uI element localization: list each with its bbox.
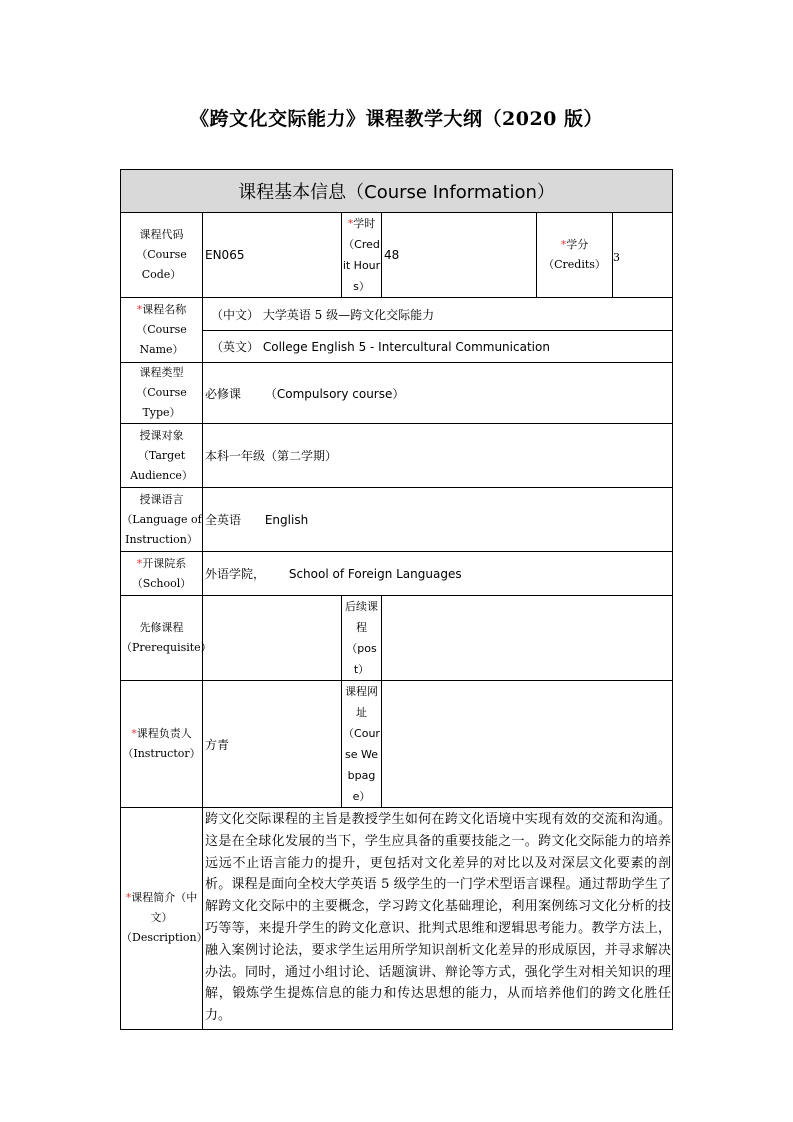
credit-hours-value: 48 [382, 213, 537, 298]
table-header: 课程基本信息（Course Information） [121, 170, 673, 213]
credits-value: 3 [613, 213, 673, 298]
description-label: *课程简介（中文） （Description） [121, 808, 203, 1030]
prerequisite-value [203, 596, 342, 681]
instructor-value: 方青 [203, 681, 342, 808]
course-code-label: 课程代码 （Course Code） [121, 213, 203, 298]
post-course-label: 后续课程 （post） [342, 596, 382, 681]
course-name-label: *课程名称 （Course Name） [121, 298, 203, 363]
credits-label: *学分 （Credits） [537, 213, 613, 298]
prerequisite-label: 先修课程 （Prerequisite） [121, 596, 203, 681]
course-name-zh: （中文） 大学英语 5 级—跨文化交际能力 [203, 298, 673, 331]
school-value: 外语学院， School of Foreign Languages [203, 552, 673, 596]
language-label: 授课语言 （Language of Instruction） [121, 488, 203, 552]
document-title: 《跨文化交际能力》课程教学大纲（2020 版） [190, 108, 603, 130]
course-code-value: EN065 [203, 213, 342, 298]
course-type-value: 必修课 （Compulsory course） [203, 363, 673, 424]
credit-hours-label: *学时 （Credit Hours） [342, 213, 382, 298]
course-info-table [120, 169, 673, 1030]
school-label: *开课院系 （School） [121, 552, 203, 596]
instructor-label: *课程负责人 （Instructor） [121, 681, 203, 808]
target-audience-label: 授课对象 （Target Audience） [121, 424, 203, 488]
course-webpage-label: 课程网址 （Course Webpage） [342, 681, 382, 808]
course-type-label: 课程类型 （Course Type） [121, 363, 203, 424]
language-value: 全英语 English [203, 488, 673, 552]
course-webpage-value [382, 681, 673, 808]
target-audience-value: 本科一年级（第二学期） [203, 424, 673, 488]
description-text: 跨文化交际课程的主旨是教授学生如何在跨文化语境中实现有效的交流和沟通。这是在全球化发展的当下，学生应具备的重要技能之一。跨文化交际能力的培养远远不止语言能力的提升，更包括对文化差异的对比以及对深层文化要素的剖析。课程是面向全校大学英语 5 级学生的一门学术型语言课程。通过帮助学生了解跨文化交际中的主要概念，学习跨文化基础理论，利用案例练习文化分析的技巧等等，来提升学生的跨文化意识、批判式思维和逻辑思考能力。教学方法上，融入案例讨论法，要求学生运用所学知识剖析文化差异的形成原因，并寻求解决办法。同时，通过小组讨论、话题演讲、辩论等方式，强化学生对相关知识的理解，锻炼学生提炼信息的能力和传达思想的能力，从而培养他们的跨文化胜任力。 [203, 808, 673, 1030]
post-course-value [382, 596, 673, 681]
course-name-en: （英文） College English 5 - Intercultural Communication [203, 331, 673, 363]
